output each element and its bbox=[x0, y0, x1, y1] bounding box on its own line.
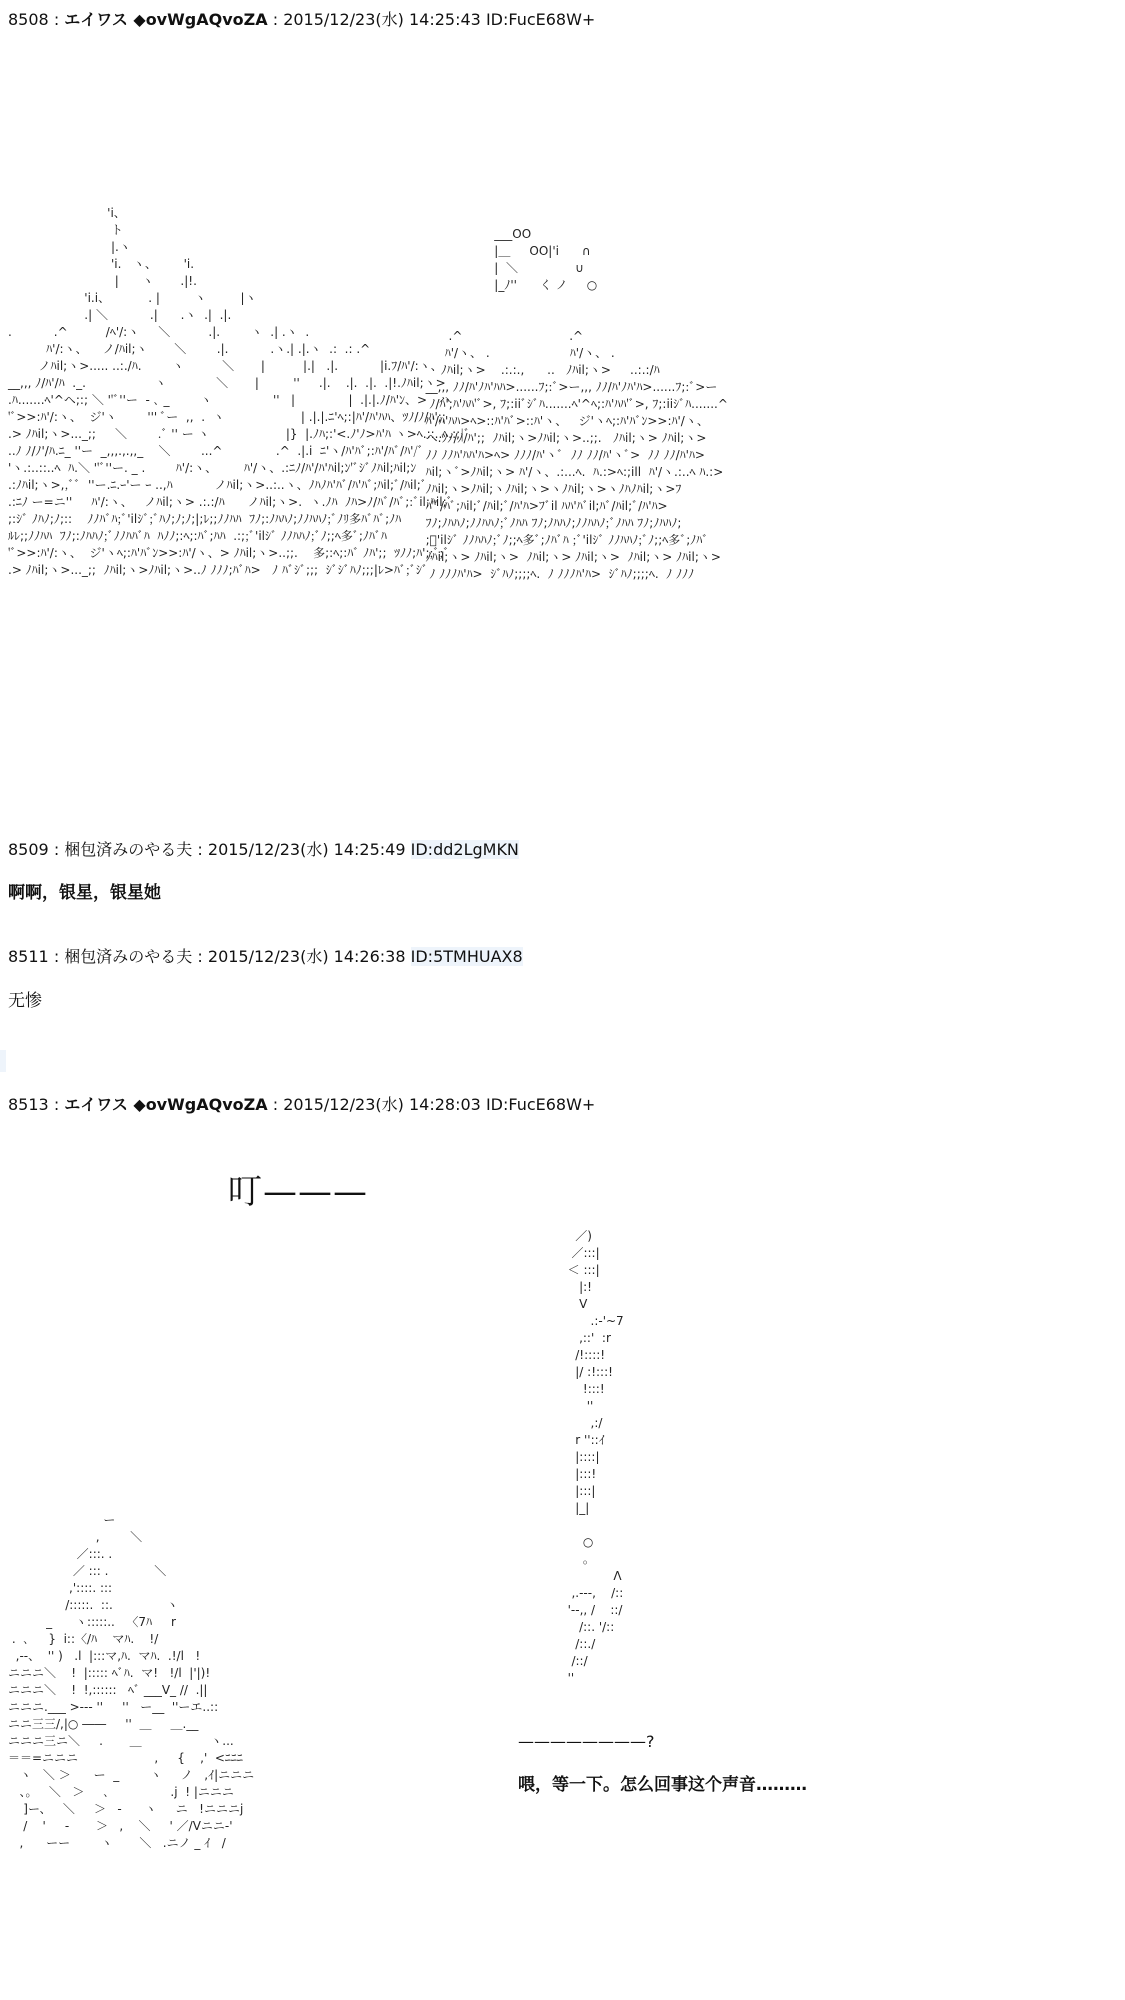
post-id: ID:dd2LgMKN bbox=[410, 840, 519, 859]
sound-effect-text: 叮——— bbox=[228, 1172, 368, 1212]
post-datetime: 2015/12/23(水) 14:26:38 bbox=[207, 947, 406, 966]
dialogue-speech: 喂，等一下。怎么回事这个声音……… bbox=[518, 1775, 807, 1795]
post-author: 梱包済みのやる夫 bbox=[64, 840, 193, 859]
post-body: 啊啊，银星，银星她 bbox=[8, 883, 161, 903]
highlight-strip bbox=[0, 1050, 6, 1072]
post-author: エイワス ◆ovWgAQvoZA bbox=[64, 10, 268, 29]
post-id: ID:FucE68W+ bbox=[485, 1095, 596, 1114]
post-number[interactable]: 8508 bbox=[8, 10, 49, 29]
post-datetime: 2015/12/23(水) 14:25:43 bbox=[283, 10, 481, 29]
post-datetime: 2015/12/23(水) 14:28:03 bbox=[283, 1095, 481, 1114]
post-author: 梱包済みのやる夫 bbox=[64, 947, 193, 966]
post-header: 8513 : エイワス ◆ovWgAQvoZA : 2015/12/23(水) 14:28:03 ID:FucE68W+ bbox=[8, 1095, 596, 1114]
post-header: 8508 : エイワス ◆ovWgAQvoZA : 2015/12/23(水) 14:25:43 ID:FucE68W+ bbox=[8, 10, 596, 29]
ascii-art-falling-object: ／) ／:::| ＜ :::| |:! V .:-'~7 ,::' :r /!::::! |/ :!:::! !:::! '' ,:/ r ''::ｲ |::::| |:::! |:::| |_| ○ 。 Λ ,.---, /:: '--,, / ::/ /::. '/:: /::./ /::/ '' bbox=[567, 1229, 624, 1685]
post-number[interactable]: 8513 bbox=[8, 1095, 49, 1114]
post-id: ID:5TMHUAX8 bbox=[410, 947, 523, 966]
dialogue-question: ————————? bbox=[518, 1732, 655, 1751]
ascii-art-landscape: 'i、 ト |.ヽ 'i. ヽ、 'i. | ヽ .|!. 'i.i、 . | ヽ |ヽ .| ＼ .| .ヽ .| .|. . .^ /ﾍ'/:ヽ ＼ .|. ヽ .| .ヽ . ﾊ'/:ヽ、 ノ/ﾊil;ヽ ＼ .|. .ヽ.| .|.ヽ .: .: .^ ノﾊil;ヽ>..... ..:./ﾊ. ヽ ＼ | |.| .|. |i.ﾌ/ﾊ'/:ヽ、 __,,, ﾉ/ﾊ'/ﾊ ._. ヽ ＼ | '' .|. .|. .|. .|!.ﾉﾊil;ヽ> .ﾊ.......ﾍ'^ヘ;:; ＼ ''ﾞ''ー - ､ _ ヽ '' | | .|.|.ﾉ/ﾊ'ﾝ、> ハ 'ﾞ>>:ﾊ'/:ヽ、 ジ'ヽ ''' ﾞー ,, . ヽ | .|.|.ﾆ'ﾍ;:|ﾊ'/ﾊ'ﾊﾊ、ﾂﾉ/ﾉ/ﾊ';; .> ﾉﾊil;ヽ>..._;; ＼ .ﾞ '' ー ヽ |} |.ﾉﾊ;:'<.ﾉ'ﾉ>ﾊ'ﾊ ヽ>ﾍ.::..ﾍ.:;|ﾞ ..ﾉ ﾉ/ﾉ'/ﾊ.ﾆ_ ''ー _,,,.,.,,_ ＼ ...^ .^ .|.i ﾆ'ヽ/ﾊ'ﾊﾞ;:ﾊ'/ﾊﾞ/ﾊ'/ﾞ 'ヽ.:..::..ﾍ ﾊ.＼ ''ﾞ''ー. _ . ﾊ'/:ヽ、 ﾊ'/ヽ、.:ﾆﾉ/ﾊ'/ﾊ'ﾊil;ﾝ'ﾞｼﾞﾉﾊil;ﾊil;ﾝ .:ﾉﾊil;ヽ>,,ﾞﾞ ''ー.ﾆ.ｰ'ー ｰ ..,ﾊ ノﾊil;ヽ>..:..ヽ、ﾉﾊﾉﾊ'ﾊﾞ/ﾊ'ﾊﾞ;ﾊil;ﾞ/ﾊil;ﾞ .:ﾆﾉ ー=ニ'' ﾊ'/:ヽ、 ノﾊil;ヽ> .:.:/ﾊ ノﾊil;ヽ>. ヽ.ﾉﾊ ﾉﾊ>ﾉ/ﾊﾞ/ﾊﾞ;:ﾞil;ﾊil;ﾞ ;:ｼﾞ ﾉﾊﾉ;ﾉ;:: ﾉﾉﾊﾞﾊ;ﾞ'ilｼﾞ;ﾞﾊﾉ;ﾉ;ﾉ;|;ﾚ;;ﾉﾉﾊﾊ ﾌﾉ;:ﾉﾊﾊﾉ;ﾉﾉﾊﾊﾉ;ﾞﾉﾘ多ﾊﾞﾊﾞ;ﾉﾊ ﾙﾚ;;ﾉﾉﾊﾊ ﾌﾉ;:ﾉﾊﾊﾉ;ﾞﾉﾉﾊﾊﾞﾊ ﾊﾉﾉ;:ﾍ;:ﾊﾞ;ﾊﾊ .:;;ﾞ'ilｼﾞ ﾉﾉﾊﾊﾉ;ﾞﾉ;;ﾍ多ﾞ;ﾉﾊﾞﾊ 'ﾞ>>:ﾊ'/:ヽ、 ジ'ヽﾍ;:ﾊ'ﾊﾞﾝ>>:ﾊ'/ヽ、> ﾉﾊil;ヽ>..;;. 多;:ﾍ;:ﾊﾞ ﾉﾊ';; ﾂﾉﾉ;ﾊ';;ﾞ;ﾞ .> ﾉﾊil;ヽ>..._;; ﾉﾊil;ヽ>ﾉﾊil;ヽ>..ﾉ ﾉﾉﾉ;ﾊﾞﾊ> ﾉ ﾊﾞｼﾞ;;; ｼﾞｼﾞﾊﾉ;;;|ﾚ>ﾊﾞ;ﾞｼﾞ bbox=[8, 206, 470, 577]
ascii-art-landscape-right: ___OO |＿ OO|'i ∩ | ＼ ∪ |_ﾉ'' く ノ ○ .^ .^ ﾊ'/ヽ、 . ﾊ'/ヽ、 . ﾉﾊil;ヽ> .:.:., .. ﾉﾊil;ヽ> ..:.:/ﾊ __,,, ﾉﾉ/ﾊ'ﾉﾊ'ﾊﾊ>......ﾌ;:ﾞ>ー,,, ﾉﾉ/ﾊ'ﾉﾊ'ﾊ>......ﾌ;:ﾞ>ー ﾉ/ﾊ';ﾊ'ﾊﾊ'ﾞ>, ﾌ;:iiﾞｼﾞﾊ.......ﾍ'^ﾍ;:ﾊ'ﾊﾊ'ﾞ>, ﾌ;:iiｼﾞﾊ.......^ ﾊ'/ﾊ'ﾊﾊ>ﾍ>::ﾊ'ﾊﾞ>::ﾊ'ヽ、 ジ'ヽﾍ;:ﾊ'ﾊﾞﾝ>>:ﾊ'/ヽ、 ヘ.ﾂﾉ/ﾉ/ﾊ';; ﾉﾊil;ヽ>ﾉﾊil;ヽ>..;;. ﾉﾊil;ヽ> ﾉﾊil;ヽ> ﾉﾉ ﾉﾉﾊ'ﾊﾊ'ﾊ>ﾍ> ﾉﾉﾉ/ﾊ'ヽﾞ ﾉﾉ ﾉﾉ/ﾊ'ヽﾞ> ﾉﾉ ﾉﾉ/ﾊ'ﾊ> ﾊil;ヽﾞ>ﾉﾊil;ヽ> ﾊ'/ヽ、.:...ﾍ. ﾊ.:>ﾍ:;ill ﾊ'/ヽ.:..ﾍ ﾊ.:> ﾉﾊil;ヽ>ﾉﾊil;ヽﾉﾊil;ヽ>ヽﾉﾊil;ヽ>ヽﾉﾊﾉﾊil;ヽ>ﾌ ﾊ'ﾞ/ﾊﾞ;ﾊil;ﾞ/ﾊil;ﾞ/ﾊ'ﾊ>ﾌﾞil ﾊﾊ'ﾊﾞil;ﾊﾞ/ﾊil;ﾞ/ﾊ'ﾊ> ﾌﾉ;ﾉﾊﾊﾉ;ﾉﾉﾊﾊﾉ;ﾞﾉﾊﾊ ﾌﾉ;ﾉﾊﾊﾉ;ﾉﾉﾊﾊﾉ;ﾞﾉﾊﾊ ﾌﾉ;ﾉﾊﾊﾉ; ;ﾞ'ilｼﾞ ﾉﾉﾊﾊﾉ;ﾞﾉ;;ﾍ多ﾞ;ﾉﾊﾞﾊ ;ﾞ'ilｼﾞ ﾉﾉﾊﾊﾉ;ﾞﾉ;;ﾍ多ﾞ;ﾉﾊﾞ ﾉﾊil;ヽ> ﾉﾊil;ヽ> ﾉﾊil;ヽ> ﾉﾊil;ヽ> ﾉﾊil;ヽ> ﾉﾊil;ヽ> ﾉ ﾉﾉﾉﾊ'ﾊ> ｼﾞﾊﾉ;;;;ﾍ. ﾉ ﾉﾉﾉﾊ'ﾊ> ｼﾞﾊﾉ;;;;ﾍ. ﾉ ﾉﾉﾉ bbox=[425, 227, 728, 581]
ascii-art-character: ー , ＼ ／:::. . ／ ::: . ＼ ,'::::. ::: /:::::. ::. ヽ _ ヽ:::::.. 〈7ﾊ r . ､ } i::〈/ﾊ マﾊ. !/ ,--、 '' ) .l |:::マ,ﾊ. マﾊ. .!/l ! ニニニ＼ ! |::::: ﾍﾞﾊ. マ! !/l |'|)! ニニニ＼ ! !,:::::: ﾍﾞ ___V_ // .|| ニニニ.___ >--- '' '' ー__ ''ーエ..:: ニニ三三/,|○ ―― '' ＿ ＿.__ ニニニ三ニ＼ . ＿ ヽ... ＝＝=ニニニ , { ,' <ﾆﾆﾆ ヽ ＼ ＞ ー _ ヽ ノ ,ｲ|ニニニ 、。 ＼ ＞ ､ .j ! |ニニニ ]ー、 ＼ ＞ - ヽ ニ !ニニニj / ' - ＞ , ＼ ' ／/Vニニ-' , ーー ヽ ＼ .ニノ _ ｲ / bbox=[8, 1513, 255, 1850]
post-number[interactable]: 8509 bbox=[8, 840, 49, 859]
post-datetime: 2015/12/23(水) 14:25:49 bbox=[207, 840, 406, 859]
post-number[interactable]: 8511 bbox=[8, 947, 49, 966]
post-body: 无惨 bbox=[8, 991, 42, 1011]
post-header: 8511 : 梱包済みのやる夫 : 2015/12/23(水) 14:26:38 ID:5TMHUAX8 bbox=[8, 947, 523, 966]
post-id: ID:FucE68W+ bbox=[485, 10, 596, 29]
post-author: エイワス ◆ovWgAQvoZA bbox=[64, 1095, 268, 1114]
post-header: 8509 : 梱包済みのやる夫 : 2015/12/23(水) 14:25:49 ID:dd2LgMKN bbox=[8, 840, 519, 859]
